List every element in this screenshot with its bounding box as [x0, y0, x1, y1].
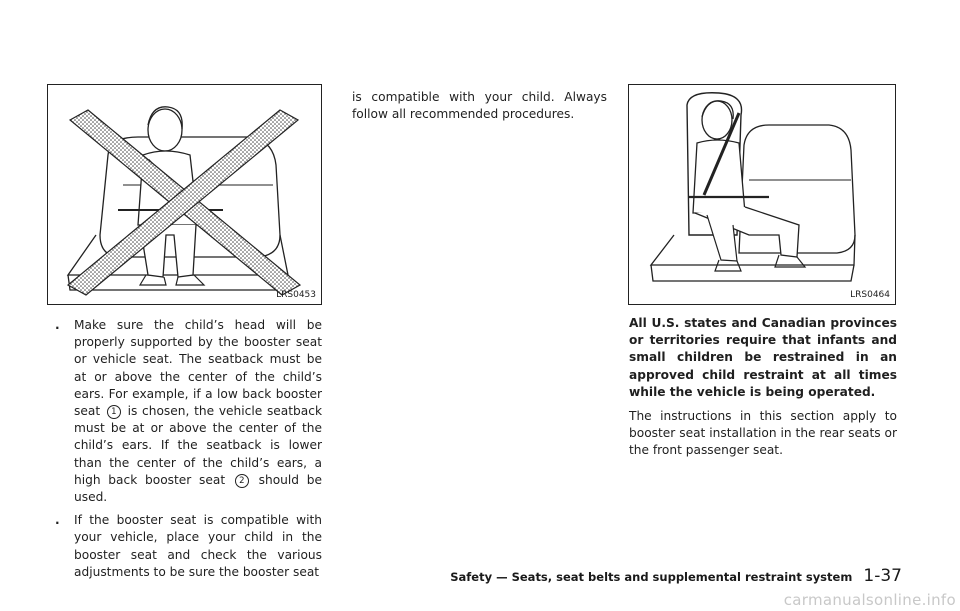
bullet-marker: . [55, 513, 60, 528]
footer-section-title: Safety — Seats, seat belts and supplemental restraint system [450, 570, 853, 584]
figure-high-back-booster [628, 84, 896, 305]
middle-text-column [352, 89, 607, 130]
instructions-paragraph: The instructions in this section apply to booster seat installation in the rear seats or the front passenger seat. [629, 409, 897, 458]
bullet-compatibility [52, 512, 322, 581]
figure-code: LRS0464 [850, 290, 890, 300]
watermark: carmanualsonline.info [783, 591, 956, 609]
bullet-text-part3: should be used. [74, 472, 322, 505]
illustration-high-back-booster [629, 85, 894, 303]
callout-2: 2 [235, 474, 249, 488]
illustration-crossed-out-booster [48, 85, 320, 303]
bullet-text: If the booster seat is compatible with your vehicle, place your child in the booster seat and check the various adjustments to be sure the booster seat [74, 513, 322, 579]
right-text-column [629, 315, 897, 467]
continued-paragraph: is compatible with your child. Always follow all recommended procedures. [352, 90, 607, 122]
figure-code: LRS0453 [276, 290, 316, 300]
figure-low-back-booster [47, 84, 322, 305]
bullet-marker: . [55, 318, 60, 332]
bullet-text-part2: is chosen, the vehicle seatback must be at or above the center of the child’s ears. If the seatback is lower than the center of the child’s ears, a high back booster seat [74, 404, 323, 487]
left-text-column [52, 317, 322, 587]
bullet-head-support [52, 317, 322, 506]
page-footer [450, 566, 902, 586]
bold-paragraph: All U.S. states and Canadian provinces or territories require that infants and small children be restrained in an approved child restraint at all times while the vehicle is being operated. [629, 316, 897, 399]
page-number: 1-37 [863, 566, 902, 586]
bullet-text-part1: Make sure the child’s head will be properly supported by the booster seat or vehicle seat. The seatback must be at or above the center of the child’s ears. For example, if a low back booster seat [74, 318, 322, 419]
callout-1: 1 [107, 405, 121, 419]
